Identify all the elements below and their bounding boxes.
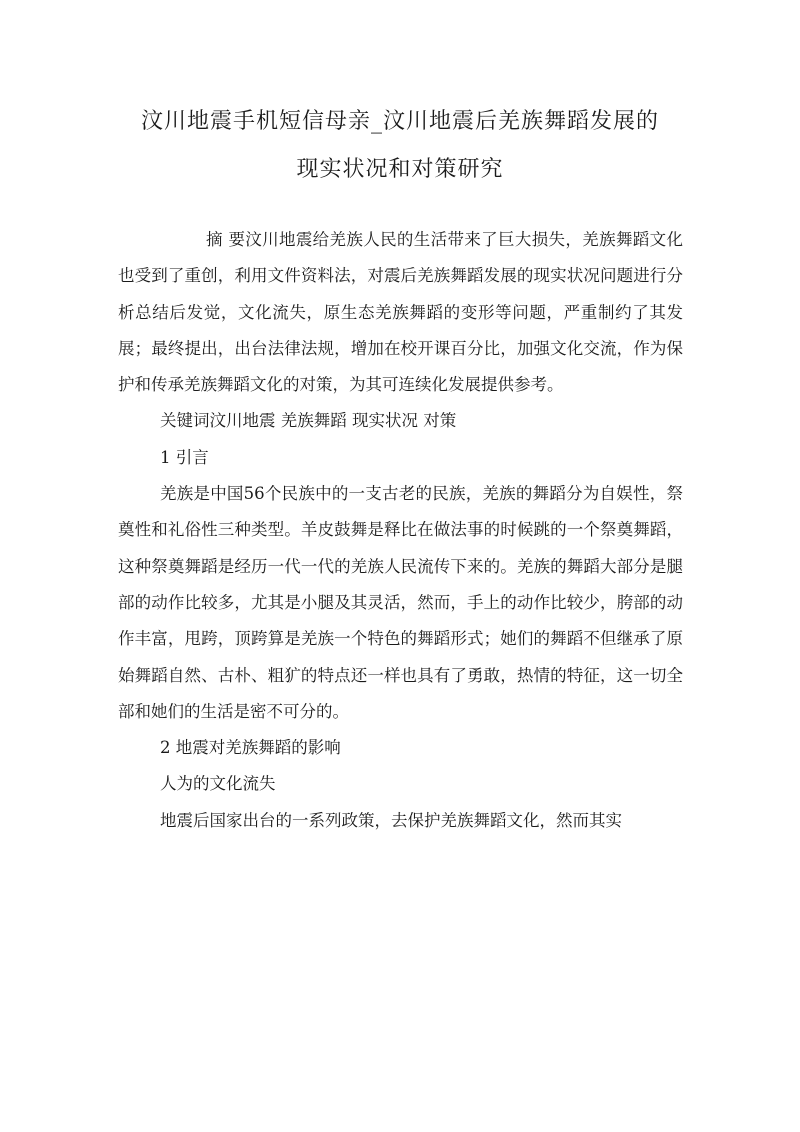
document-title: [118, 98, 682, 194]
keywords-line: 关键词汶川地震 羌族舞蹈 现实状况 对策: [160, 411, 457, 431]
subsection-paragraph: 地震后国家出台的一系列政策，去保护羌族舞蹈文化，然而其实: [160, 810, 622, 830]
section-1-paragraph: 羌族是中国56个民族中的一支古老的民族，羌族的舞蹈分为自娱性，祭奠性和礼俗性三种类型。羊皮鼓舞是释比在做法事的时候跳的一个祭奠舞蹈，这种祭奠舞蹈是经历一代一代的羌族人民流传下来的。羌族的舞蹈大部分是腿部的动作比较多，尤其是小腿及其灵活，然而，手上的动作比较少，胯部的动作丰富，甩跨，顶跨算是羌族一个特色的舞蹈形式；她们的舞蹈不但继承了原始舞蹈自然、古朴、粗犷的特点还一样也具有了勇敢，热情的特征，这一切全部和她们的生活是密不可分的。: [118, 484, 683, 721]
section-1-heading: 1 引言: [160, 447, 209, 467]
document-body: [118, 222, 683, 839]
section-2-heading: 2 地震对羌族舞蹈的影响: [160, 738, 341, 758]
subsection-heading: 人为的文化流失: [160, 774, 276, 794]
title-line-1: 汶川地震手机短信母亲_汶川地震后羌族舞蹈发展的: [140, 109, 659, 134]
title-line-2: 现实状况和对策研究: [296, 157, 504, 182]
abstract-paragraph: 摘 要汶川地震给羌族人民的生活带来了巨大损失，羌族舞蹈文化也受到了重创，利用文件资料法，对震后羌族舞蹈发展的现实状况问题进行分析总结后发觉，文化流失，原生态羌族舞蹈的变形等问题，严重制约了其发展；最终提出，出台法律法规，增加在校开课百分比，加强文化交流，作为保护和传承羌族舞蹈文化的对策，为其可连续化发展提供参考。: [118, 230, 683, 395]
